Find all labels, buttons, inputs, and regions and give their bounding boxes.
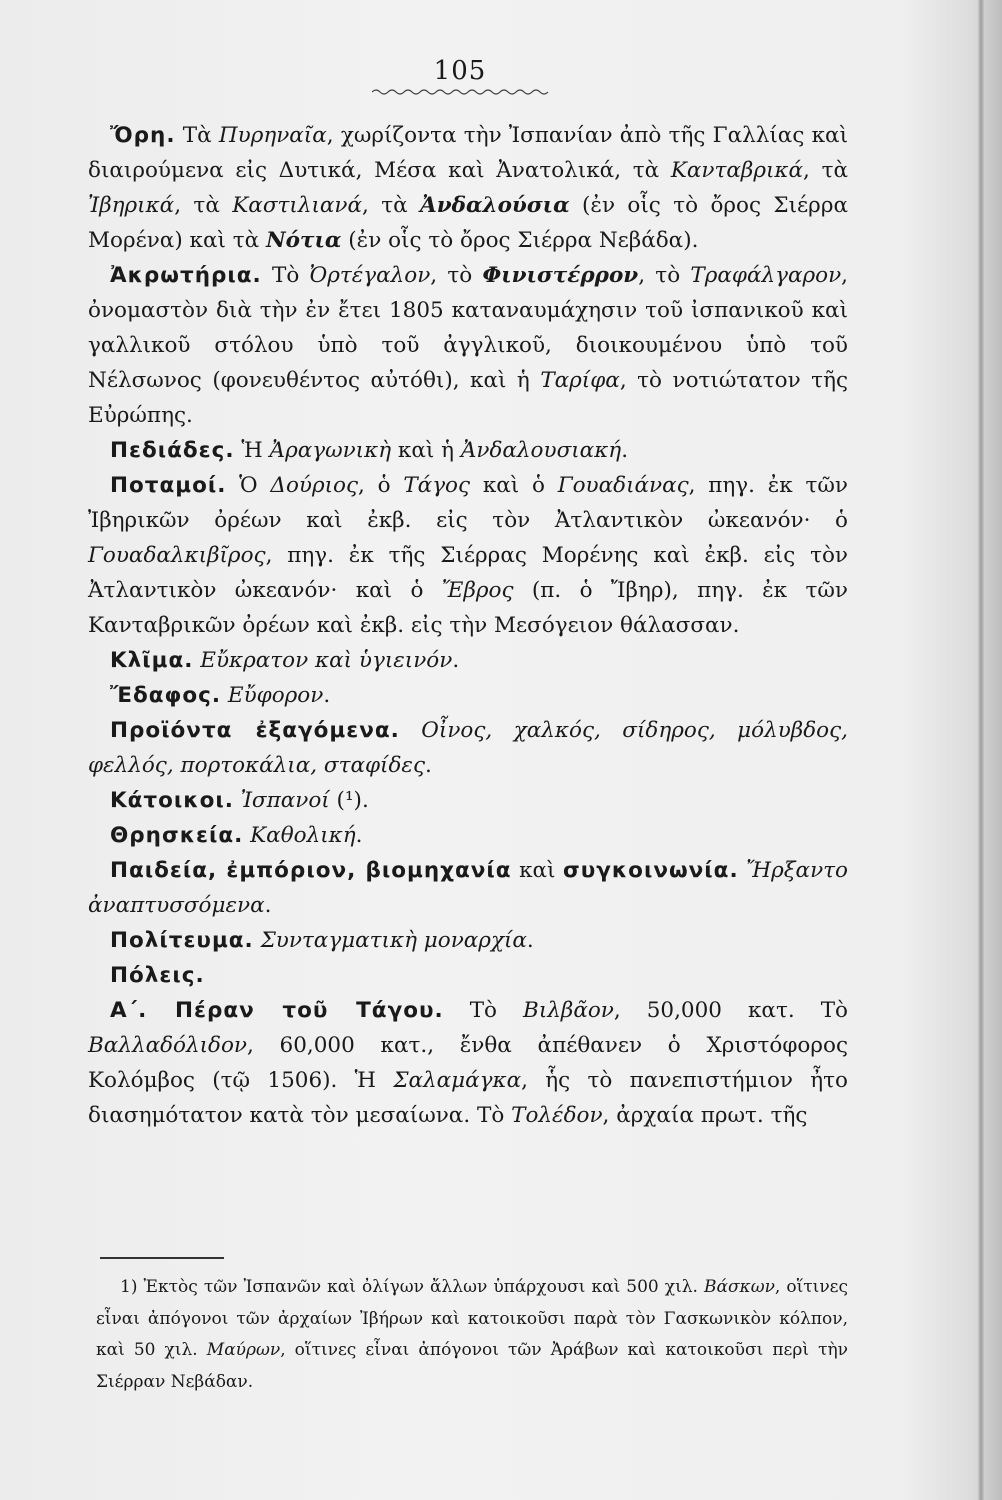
text-run: . [355, 823, 363, 848]
text-run: καὶ ὁ [470, 473, 558, 498]
italic-term: Εὔκρατον καὶ ὑγιεινόν [200, 648, 453, 673]
italic-term: Ἔβρος [441, 578, 514, 603]
text-run: , 50,000 κατ. Τὸ [613, 998, 848, 1023]
italic-term: Εὔφορον [227, 683, 324, 708]
paragraph-politevma [88, 923, 848, 958]
heading-paideia: Παιδεία, ἐμπόριον, βιομηχανία [110, 858, 512, 883]
paragraph-akrotiria [88, 258, 848, 433]
text-run: Ὁ [226, 473, 271, 498]
text-run: . [425, 753, 432, 778]
paragraph-proionta [88, 713, 848, 783]
footnote-rule [100, 1257, 224, 1259]
text-run: 1) Ἐκτὸς τῶν Ἰσπανῶν καὶ ὀλίγων ἄλλων ὑπάρχουσι καὶ 500 χιλ. [120, 1277, 704, 1297]
paragraph-ori [88, 118, 848, 258]
main-text [88, 118, 848, 1133]
text-run: Τὰ [175, 123, 219, 148]
text-run: , ἧς τὸ πανεπιστήμιον ἦτο διασημότατον κατὰ τὸν μεσαίωνα. Τὸ [88, 1068, 848, 1128]
text-run: , τὸ [638, 263, 691, 288]
text-run: Ἡ [234, 438, 270, 463]
italic-term: Τάγος [403, 473, 471, 498]
text-run: . [526, 928, 534, 953]
heading-edafos: Ἔδαφος. [110, 683, 222, 708]
paragraph-pediades [88, 433, 848, 468]
italic-term: Βαλλαδόλιδον [88, 1033, 247, 1058]
italic-term: Τολέδον [511, 1103, 603, 1128]
italic-term: Βάσκων [703, 1277, 775, 1297]
heading-pediades: Πεδιάδες. [110, 438, 235, 463]
text-run: , τὸ [430, 263, 483, 288]
heading-klima: Κλῖμα. [110, 648, 194, 673]
italic-term: Συνταγματικὴ μοναρχία [260, 928, 527, 953]
italic-term: Νότια [266, 228, 342, 253]
italic-term: Βιλβᾶον [523, 998, 614, 1023]
heading-akrotiria: Ἀκρωτήρια. [110, 263, 262, 288]
text-run: (π. ὁ Ἴβηρ), πηγ. ἐκ τῶν Κανταβρικῶν ὀρέων καὶ ἐκβ. εἰς τὴν Μεσόγειον θάλασσαν. [88, 578, 848, 638]
paragraph-katoikoi [88, 783, 848, 818]
text-run: καὶ [511, 858, 563, 883]
italic-term: Τραφάλγαρον [690, 263, 842, 288]
italic-term: Δούριος [270, 473, 359, 498]
text-run: , τὰ [803, 158, 848, 183]
wavy-ornament [372, 88, 550, 96]
text-run: , ὀνομαστὸν διὰ τὴν ἐν ἔτει 1805 καταναυμάχησιν τοῦ ἰσπανικοῦ καὶ γαλλικοῦ στόλου ὑπὸ τοῦ ἀγγλικοῦ, διοικουμένου ὑπὸ τοῦ Νέλσωνος (φονευθέντος αὐτόθι), καὶ ἡ [88, 263, 848, 393]
heading-proionta: Προϊόντα ἐξαγόμενα. [110, 718, 400, 743]
paragraph-paideia [88, 853, 848, 923]
footnote-text [96, 1272, 848, 1398]
text-run: . [264, 893, 272, 918]
italic-term: Ὀρτέγαλον [309, 263, 431, 288]
italic-term: Κανταβρικά [670, 158, 804, 183]
heading-poleis: Πόλεις. [110, 963, 205, 988]
text-run: , 60,000 κατ., ἔνθα ἀπέθανεν ὁ Χριστόφορος Κολόμβος (τῷ 1506). Ἡ [88, 1033, 848, 1093]
italic-term: Πυρηναῖα [218, 123, 327, 148]
heading-politevma: Πολίτευμα. [110, 928, 254, 953]
text-run: , χωρίζοντα τὴν Ἰσπανίαν ἀπὸ τῆς Γαλλίας καὶ διαιρούμενα εἰς Δυτικά, Μέσα καὶ Ἀνατολικά, τὰ [88, 123, 849, 183]
italic-term: Φινιστέρρον [482, 263, 639, 288]
paragraph-peran-tagou [88, 993, 848, 1133]
text-run [400, 718, 421, 743]
heading-synkoinonia: συγκοινωνία. [563, 858, 739, 883]
text-run: καὶ ἡ [391, 438, 461, 463]
italic-term: Ἤρξαντο ἀναπτυσσόμενα [88, 858, 848, 918]
text-run: , οἵτινες εἶναι ἀπόγονοι τῶν Ἀράβων καὶ κατοικοῦσι περὶ τὴν Σιέρραν Νεβάδαν. [96, 1340, 848, 1392]
italic-term: Μαύρων [206, 1340, 281, 1360]
footnote [96, 1272, 848, 1398]
paragraph-klima [88, 643, 848, 678]
text-run: , τὰ [361, 193, 421, 218]
text-run: , πηγ. ἐκ τῆς Σιέρρας Μορένης καὶ ἐκβ. εἰς τὸν Ἀτλαντικὸν ὠκεανόν· καὶ ὁ [88, 543, 848, 603]
text-run [234, 788, 241, 813]
text-run: . [323, 683, 331, 708]
italic-term: Καστιλιανά [232, 193, 362, 218]
text-run: , πηγ. ἐκ τῶν Ἰβηρικῶν ὀρέων καὶ ἐκβ. εἰς τὸν Ἀτλαντικὸν ὠκεανόν· ὁ [88, 473, 848, 533]
text-run: , ὁ [358, 473, 404, 498]
page-edge-shadow [978, 0, 984, 1500]
heading-ori: Ὄρη. [110, 123, 176, 148]
italic-term: Οἶνος, χαλκός, σίδηρος, μόλυβδος, φελλός, πορτοκάλια, σταφίδες [88, 718, 848, 778]
italic-term: Ἰσπανοί [240, 788, 330, 813]
heading-peran-tagou: Α΄. Πέραν τοῦ Τάγου. [110, 998, 444, 1023]
text-run: , ἀρχαία πρωτ. τῆς [602, 1103, 808, 1128]
italic-term: Γουαδιάνας [557, 473, 689, 498]
paragraph-edafos [88, 678, 848, 713]
heading-potamoi: Ποταμοί. [110, 473, 227, 498]
italic-term: Ταρίφα [540, 368, 620, 393]
text-run: (ἐν οἷς τὸ ὄρος Σιέρρα Μορένα) καὶ τὰ [88, 193, 848, 253]
heading-katoikoi: Κάτοικοι. [110, 788, 234, 813]
italic-term: Ἰβηρικά [88, 193, 175, 218]
paragraph-thriskeia [88, 818, 848, 853]
page-number: 105 [433, 56, 487, 86]
text-run: , τὰ [174, 193, 233, 218]
text-run: . [452, 648, 460, 673]
text-run: Τὸ [261, 263, 310, 288]
heading-thriskeia: Θρησκεία. [110, 823, 244, 848]
text-run [221, 683, 228, 708]
paragraph-potamoi [88, 468, 848, 643]
italic-term: Σαλαμάγκα [393, 1068, 522, 1093]
text-run: Τὸ [443, 998, 524, 1023]
italic-term: Ἀραγωνικὴ [269, 438, 392, 463]
paragraph-poleis [88, 958, 848, 993]
italic-term: Ἀνδαλουσιακή [460, 438, 622, 463]
text-run [254, 928, 261, 953]
text-run: , τὸ νοτιώτατον τῆς Εὐρώπης. [88, 368, 848, 428]
italic-term: Γουαδαλκιβῖρος [88, 543, 266, 568]
text-run: (ἐν οἷς τὸ ὄρος Σιέρρα Νεβάδα). [341, 228, 699, 253]
text-run: , οἵτινες εἶναι ἀπόγονοι τῶν ἀρχαίων Ἰβήρων καὶ κατοικοῦσι παρὰ τὸν Γασκωνικὸν κόλπον, καὶ 50 χιλ. [96, 1277, 848, 1360]
italic-term: Ἀνδαλούσια [420, 193, 570, 218]
footnote-ref: (¹). [329, 788, 369, 813]
italic-term: Καθολική [250, 823, 356, 848]
text-run: . [621, 438, 629, 463]
